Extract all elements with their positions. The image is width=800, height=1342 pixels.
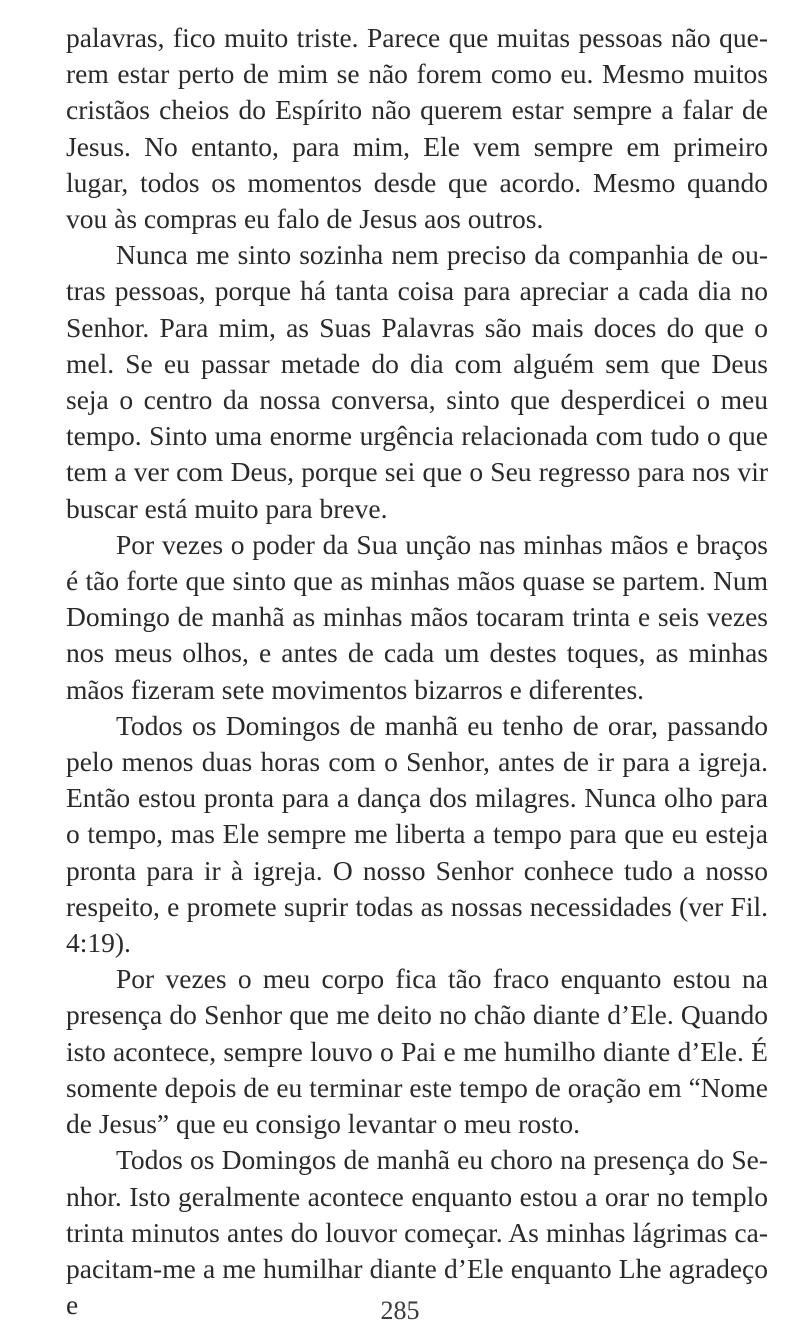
- body-text: [66, 20, 768, 1323]
- page-number: 285: [380, 1296, 420, 1325]
- paragraph-5: Por vezes o meu corpo fica tão fraco enquanto estou na presença do Senhor que me deito no chão diante d’Ele. Quando isto acontece, sempre louvo o Pai e me humilho diante d’Ele. É somente depois de eu terminar este tempo de oração em “Nome de Jesus” que eu consigo levantar o meu rosto.: [66, 963, 768, 1140]
- paragraph-2: Nunca me sinto sozinha nem preciso da companhia de outras pessoas, porque há tanta coisa para apreciar a cada dia no Senhor. Para mim, as Suas Palavras são mais doces do que o mel. Se eu passar metade do dia com alguém sem que Deus seja o centro da nossa conversa, sinto que desperdicei o meu tempo. Sinto uma enorme urgência relacionada com tudo o que tem a ver com Deus, porque sei que o Seu regresso para nos vir buscar está muito para breve.: [66, 239, 768, 524]
- paragraph-4: Todos os Domingos de manhã eu tenho de orar, passando pelo menos duas horas com o Senhor, antes de ir para a igreja. Então estou pronta para a dança dos milagres. Nunca olho para o tempo, mas Ele sempre me liberta a tempo para que eu esteja pronta para ir à igreja. O nosso Senhor conhece tudo a nosso respeito, e promete suprir todas as nossas necessidades (ver Fil. 4:19).: [66, 709, 768, 959]
- paragraph-6: Todos os Domingos de manhã eu choro na presença do Senhor. Isto geralmente acontece enquanto estou a orar no templo trinta minutos antes do louvor começar. As minhas lágrimas capacitam-me a me humilhar diante d’Ele enquanto Lhe agradeço e: [66, 1144, 768, 1321]
- paragraph-3: Por vezes o poder da Sua unção nas minhas mãos e braços é tão forte que sinto que as minhas mãos quase se partem. Num Domingo de manhã as minhas mãos tocaram trinta e seis vezes nos meus olhos, e antes de cada um destes toques, as minhas mãos fizeram sete movimentos bizarros e diferentes.: [66, 528, 768, 705]
- paragraph-1: palavras, fico muito triste. Parece que muitas pessoas não querem estar perto de mim se não forem como eu. Mesmo muitos cristãos cheios do Espírito não querem estar sempre a falar de Jesus. No entanto, para mim, Ele vem sempre em primeiro lugar, todos os momentos desde que acordo. Mesmo quando vou às compras eu falo de Jesus aos outros.: [66, 22, 768, 235]
